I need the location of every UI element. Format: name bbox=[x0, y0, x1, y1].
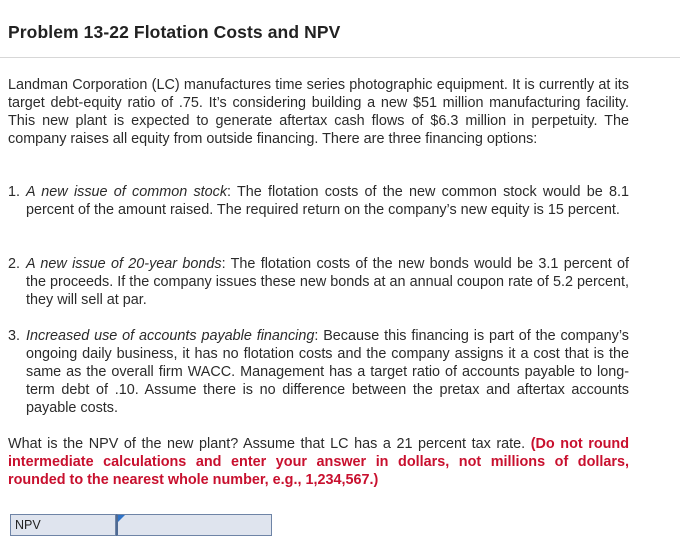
npv-field-container bbox=[116, 514, 272, 536]
option-text bbox=[26, 327, 629, 417]
corner-marker-icon bbox=[118, 515, 125, 522]
question-instruction: (Do not round intermediate calculations and enter your answer in dollars, not millions of dollars, rounded to the nearest whole number, e.g., 1,234,567.) bbox=[8, 436, 630, 488]
option-text bbox=[26, 183, 629, 219]
answer-row bbox=[10, 514, 272, 536]
option-heading: A new issue of 20-year bonds bbox=[26, 256, 222, 272]
option-text bbox=[26, 255, 629, 309]
list-item bbox=[8, 183, 629, 219]
list-item bbox=[8, 327, 629, 417]
option-description: : The flotation costs of the new bonds would be 3.1 percent of the proceeds. If the company issues these new bonds at an annual coupon rate of 5.2 percent, they will sell at par. bbox=[26, 256, 629, 308]
option-heading: A new issue of common stock bbox=[26, 184, 228, 200]
question-text bbox=[8, 435, 629, 489]
option-description: : Because this financing is part of the company’s ongoing daily business, it has no flotation costs and the company assigns it a cost that is the same as the overall firm WACC. Management has a target ratio of accounts payable to long-term debt of .10. Assume there is no difference between the pretax and aftertax accounts payable costs. bbox=[26, 328, 629, 416]
list-item bbox=[8, 255, 629, 309]
option-number: 2. bbox=[8, 256, 21, 272]
problem-title: Problem 13-22 Flotation Costs and NPV bbox=[8, 22, 341, 42]
problem-intro: Landman Corporation (LC) manufactures time series photographic equipment. It is currently at its target debt-equity ratio of .75. It’s considering building a new $51 million manufacturing facility. This new plant is expected to generate aftertax cash flows of $6.3 million in perpetuity. The company raises all equity from outside financing. There are three financing options: bbox=[8, 77, 629, 147]
option-number: 3. bbox=[8, 328, 21, 344]
option-description: : The flotation costs of the new common stock would be 8.1 percent of the amount raised. The required return on the company’s new equity is 15 percent. bbox=[26, 184, 629, 218]
option-number: 1. bbox=[8, 184, 21, 200]
npv-label: NPV bbox=[10, 514, 116, 536]
option-heading: Increased use of accounts payable financing bbox=[26, 328, 315, 344]
question-prompt: What is the NPV of the new plant? Assume that LC has a 21 percent tax rate. bbox=[8, 436, 531, 452]
npv-input[interactable] bbox=[118, 515, 271, 535]
title-divider bbox=[0, 57, 680, 58]
